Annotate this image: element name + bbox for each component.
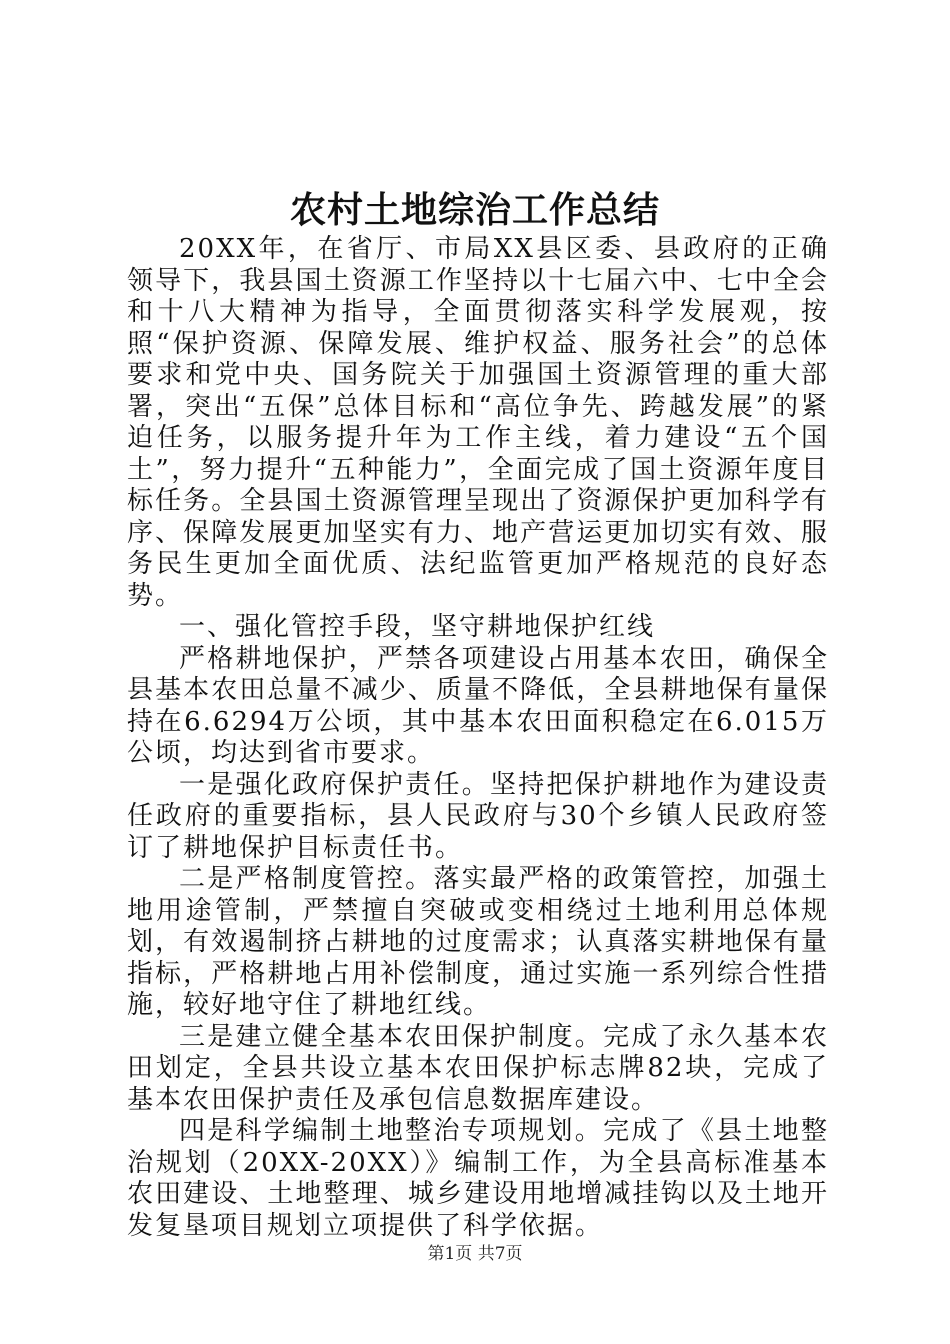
paragraph: 四是科学编制土地整治专项规划。完成了《县土地整治规划（20XX-20XX）》编制工作，为全县高标准基本农田建设、土地整理、城乡建设用地增减挂钩以及土地开发复垦项目规划立项提供了科学依据。 xyxy=(127,1116,829,1241)
page-number-footer: 第1页 共7页 xyxy=(427,1244,523,1264)
document-body xyxy=(127,234,829,1242)
paragraph: 二是严格制度管控。落实最严格的政策管控，加强土地用途管制，严禁擅自突破或变相绕过土地利用总体规划，有效遏制挤占耕地的过度需求；认真落实耕地保有量指标，严格耕地占用补偿制度，通过实施一系列综合性措施，较好地守住了耕地红线。 xyxy=(127,864,829,1020)
paragraph: 三是建立健全基本农田保护制度。完成了永久基本农田划定，全县共设立基本农田保护标志牌82块，完成了基本农田保护责任及承包信息数据库建设。 xyxy=(127,1021,829,1115)
paragraph: 严格耕地保护，严禁各项建设占用基本农田，确保全县基本农田总量不减少、质量不降低，全县耕地保有量保持在6.6294万公顷，其中基本农田面积稳定在6.015万公顷，均达到省市要求。 xyxy=(127,643,829,768)
paragraph-intro: 20XX年，在省厅、市局XX县区委、县政府的正确领导下，我县国土资源工作坚持以十七届六中、七中全会和十八大精神为指导，全面贯彻落实科学发展观，按照“保护资源、保障发展、维护权益、服务社会”的总体要求和党中央、国务院关于加强国土资源管理的重大部署，突出“五保”总体目标和“高位争先、跨越发展”的紧迫任务，以服务提升年为工作主线，着力建设“五个国土”，努力提升“五种能力”，全面完成了国土资源年度目标任务。全县国土资源管理呈现出了资源保护更加科学有序、保障发展更加坚实有力、地产营运更加切实有效、服务民生更加全面优质、法纪监管更加严格规范的良好态势。 xyxy=(127,234,829,611)
document-title: 农村土地综治工作总结 xyxy=(289,189,660,231)
paragraph: 一是强化政府保护责任。坚持把保护耕地作为建设责任政府的重要指标，县人民政府与30个乡镇人民政府签订了耕地保护目标责任书。 xyxy=(127,769,829,863)
section-heading: 一、强化管控手段，坚守耕地保护红线 xyxy=(179,612,656,642)
